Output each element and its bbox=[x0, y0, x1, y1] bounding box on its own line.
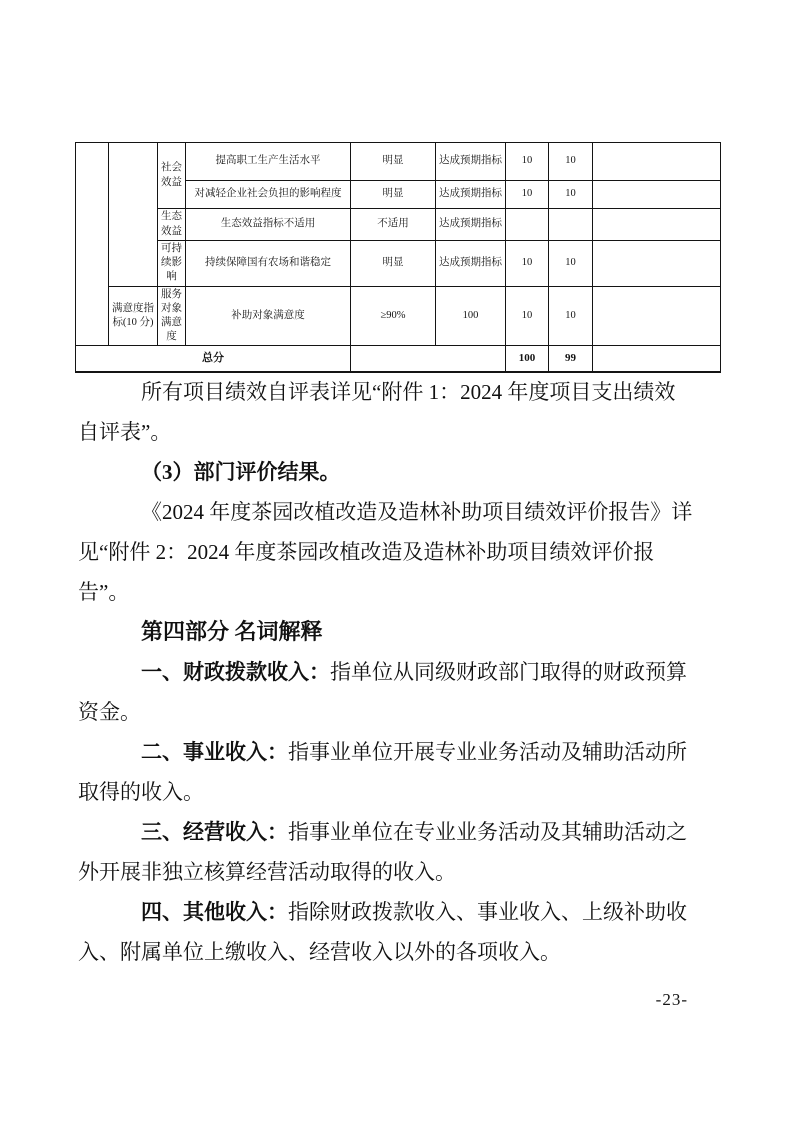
full-score-cell: 10 bbox=[506, 143, 549, 181]
completion-value-cell: 不适用 bbox=[351, 209, 436, 241]
remark-cell bbox=[593, 181, 721, 209]
score-cell bbox=[549, 209, 593, 241]
term-rest: 指事业单位在专业业务活动及其辅助活动之 bbox=[288, 820, 687, 844]
term-line: 资金。 bbox=[78, 700, 141, 724]
indicator-name-cell: 提高职工生产生活水平 bbox=[186, 143, 351, 181]
indicator-name-cell: 持续保障国有农场和谐稳定 bbox=[186, 241, 351, 287]
indicator-name-cell: 生态效益指标不适用 bbox=[186, 209, 351, 241]
remark-cell bbox=[593, 241, 721, 287]
paragraph-line: 所有项目绩效自评表详见“附件 1：2024 年度项目支出绩效 bbox=[141, 380, 676, 404]
category-label-line: 标(10 分) bbox=[112, 316, 154, 328]
term-lead: 二、事业收入： bbox=[141, 740, 288, 764]
paragraph-line: 《2024 年度茶园改植改造及造林补助项目绩效评价报告》详 bbox=[141, 500, 693, 524]
performance-indicator-table bbox=[75, 142, 721, 373]
degree-cell: 达成预期指标 bbox=[436, 241, 506, 287]
term-line bbox=[78, 732, 712, 772]
completion-value-cell: 明显 bbox=[351, 181, 436, 209]
score-cell: 10 bbox=[549, 181, 593, 209]
total-remark-cell bbox=[593, 346, 721, 372]
term-line: 取得的收入。 bbox=[78, 780, 204, 804]
term-line bbox=[78, 892, 712, 932]
completion-value-cell: 明显 bbox=[351, 241, 436, 287]
total-full-score-cell: 100 bbox=[506, 346, 549, 372]
category-label-line: 满意度指 bbox=[112, 302, 154, 314]
page-number: -23- bbox=[655, 990, 688, 1009]
full-score-cell bbox=[506, 209, 549, 241]
category-continuation-cell bbox=[109, 143, 158, 287]
body-text bbox=[78, 372, 712, 972]
term-rest: 指事业单位开展专业业务活动及辅助活动所 bbox=[288, 740, 687, 764]
score-cell: 10 bbox=[549, 241, 593, 287]
table-row bbox=[76, 143, 721, 181]
total-label-cell: 总分 bbox=[76, 346, 351, 372]
indicator-name-cell: 对减轻企业社会负担的影响程度 bbox=[186, 181, 351, 209]
remark-cell bbox=[593, 286, 721, 346]
table-row bbox=[76, 241, 721, 287]
term-lead: 三、经营收入： bbox=[141, 820, 288, 844]
degree-cell: 达成预期指标 bbox=[436, 209, 506, 241]
total-blank-cell bbox=[351, 346, 506, 372]
degree-cell: 达成预期指标 bbox=[436, 143, 506, 181]
dept-result-heading: （3）部门评价结果。 bbox=[141, 460, 341, 484]
degree-cell: 达成预期指标 bbox=[436, 181, 506, 209]
term-rest: 指单位从同级财政部门取得的财政预算 bbox=[330, 660, 687, 684]
indicator-name-cell: 补助对象满意度 bbox=[186, 286, 351, 346]
term-line bbox=[78, 812, 712, 852]
term-line: 入、附属单位上缴收入、经营收入以外的各项收入。 bbox=[78, 940, 561, 964]
table-total-row bbox=[76, 346, 721, 372]
term-line: 外开展非独立核算经营活动取得的收入。 bbox=[78, 860, 456, 884]
left-spacer-cell bbox=[76, 143, 109, 346]
paragraph-line: 见“附件 2：2024 年度茶园改植改造及造林补助项目绩效评价报 bbox=[78, 540, 655, 564]
subcategory-cell: 社会效益 bbox=[158, 143, 186, 209]
full-score-cell: 10 bbox=[506, 241, 549, 287]
completion-value-cell: 明显 bbox=[351, 143, 436, 181]
full-score-cell: 10 bbox=[506, 181, 549, 209]
section-title: 第四部分 名词解释 bbox=[141, 619, 323, 644]
degree-cell: 100 bbox=[436, 286, 506, 346]
score-cell: 10 bbox=[549, 143, 593, 181]
total-score-cell: 99 bbox=[549, 346, 593, 372]
term-lead: 四、其他收入： bbox=[141, 900, 288, 924]
paragraph-line: 告”。 bbox=[78, 580, 130, 604]
table-row bbox=[76, 286, 721, 346]
term-rest: 指除财政拨款收入、事业收入、上级补助收 bbox=[288, 900, 687, 924]
term-lead: 一、财政拨款收入： bbox=[141, 660, 330, 684]
subcategory-cell: 可持续影响 bbox=[158, 241, 186, 287]
table-row bbox=[76, 209, 721, 241]
subcategory-cell: 服务对象满意度 bbox=[158, 286, 186, 346]
category-cell bbox=[109, 286, 158, 346]
completion-value-cell: ≥90% bbox=[351, 286, 436, 346]
full-score-cell: 10 bbox=[506, 286, 549, 346]
paragraph-line: 自评表”。 bbox=[78, 420, 172, 444]
score-cell: 10 bbox=[549, 286, 593, 346]
remark-cell bbox=[593, 209, 721, 241]
remark-cell bbox=[593, 143, 721, 181]
subcategory-cell: 生态效益 bbox=[158, 209, 186, 241]
term-line bbox=[78, 652, 712, 692]
